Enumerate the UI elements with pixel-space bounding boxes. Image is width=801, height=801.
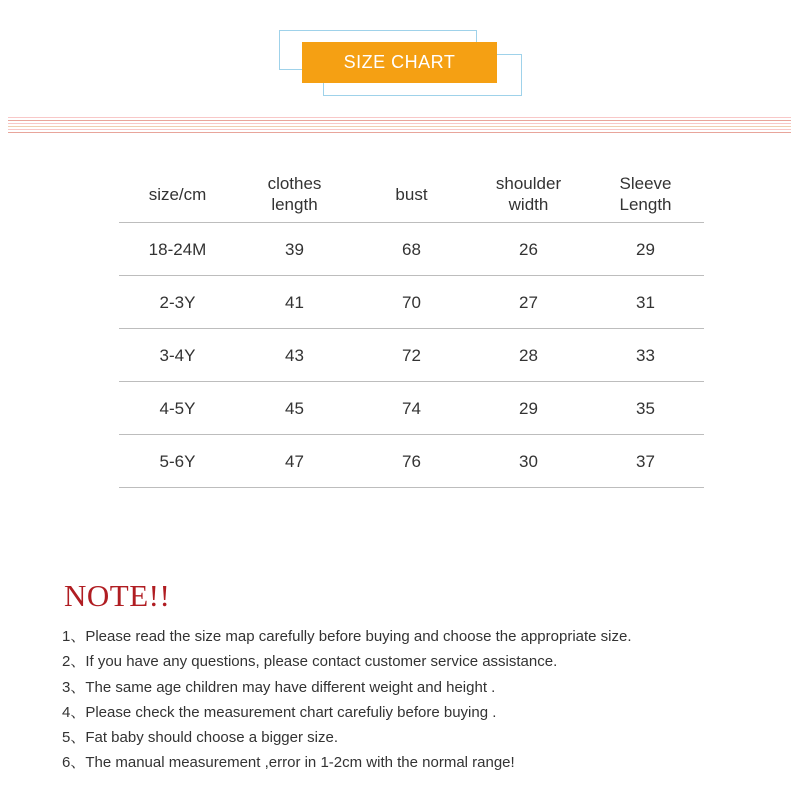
table-cell: 33 xyxy=(587,329,704,382)
table-row xyxy=(119,382,704,435)
note-item: 3、The same age children may have different weight and height . xyxy=(62,678,496,696)
table-cell: 4-5Y xyxy=(119,382,236,435)
table-cell: 30 xyxy=(470,435,587,488)
table-header-row xyxy=(119,166,704,223)
table-cell: 68 xyxy=(353,223,470,276)
table-cell: 43 xyxy=(236,329,353,382)
table-cell: 45 xyxy=(236,382,353,435)
table-row xyxy=(119,276,704,329)
column-header-clothes-length: clothes length xyxy=(267,174,322,214)
stripe xyxy=(8,132,791,133)
table-cell: 31 xyxy=(587,276,704,329)
note-item: 2、If you have any questions, please contact customer service assistance. xyxy=(62,653,558,671)
table-cell: 3-4Y xyxy=(119,329,236,382)
note-item: 5、Fat baby should choose a bigger size. xyxy=(62,729,338,747)
table-cell: 39 xyxy=(236,223,353,276)
table-cell: 28 xyxy=(470,329,587,382)
table-row xyxy=(119,223,704,276)
stripe xyxy=(8,126,791,127)
stripe xyxy=(8,117,791,118)
stripe xyxy=(8,120,791,121)
column-header-shoulder-width: shoulder width xyxy=(495,174,562,214)
note-item: 6、The manual measurement ,error in 1-2cm with the normal range! xyxy=(62,754,515,772)
column-header-bust: bust xyxy=(395,184,428,204)
table-cell: 41 xyxy=(236,276,353,329)
size-table xyxy=(119,166,704,488)
note-item: 4、Please check the measurement chart carefuliy before buying . xyxy=(62,703,497,721)
page-title: SIZE CHART xyxy=(302,42,497,83)
column-header-sleeve-length: Sleeve Length xyxy=(619,174,672,214)
table-cell: 76 xyxy=(353,435,470,488)
table-cell: 5-6Y xyxy=(119,435,236,488)
table-cell: 29 xyxy=(470,382,587,435)
size-chart-badge xyxy=(279,30,522,96)
table-cell: 47 xyxy=(236,435,353,488)
table-cell: 37 xyxy=(587,435,704,488)
table-cell: 27 xyxy=(470,276,587,329)
column-header-size: size/cm xyxy=(148,184,207,204)
table-cell: 35 xyxy=(587,382,704,435)
table-cell: 18-24M xyxy=(119,223,236,276)
note-item: 1、Please read the size map carefully before buying and choose the appropriate size. xyxy=(62,628,632,645)
table-cell: 70 xyxy=(353,276,470,329)
table-cell: 29 xyxy=(587,223,704,276)
stripe xyxy=(8,123,791,124)
table-row xyxy=(119,435,704,488)
table-cell: 72 xyxy=(353,329,470,382)
stripe xyxy=(8,129,791,130)
table-row xyxy=(119,329,704,382)
table-cell: 26 xyxy=(470,223,587,276)
note-list xyxy=(62,627,632,779)
note-title: NOTE!! xyxy=(64,578,171,613)
table-cell: 2-3Y xyxy=(119,276,236,329)
decorative-stripes xyxy=(8,117,791,134)
table-cell: 74 xyxy=(353,382,470,435)
